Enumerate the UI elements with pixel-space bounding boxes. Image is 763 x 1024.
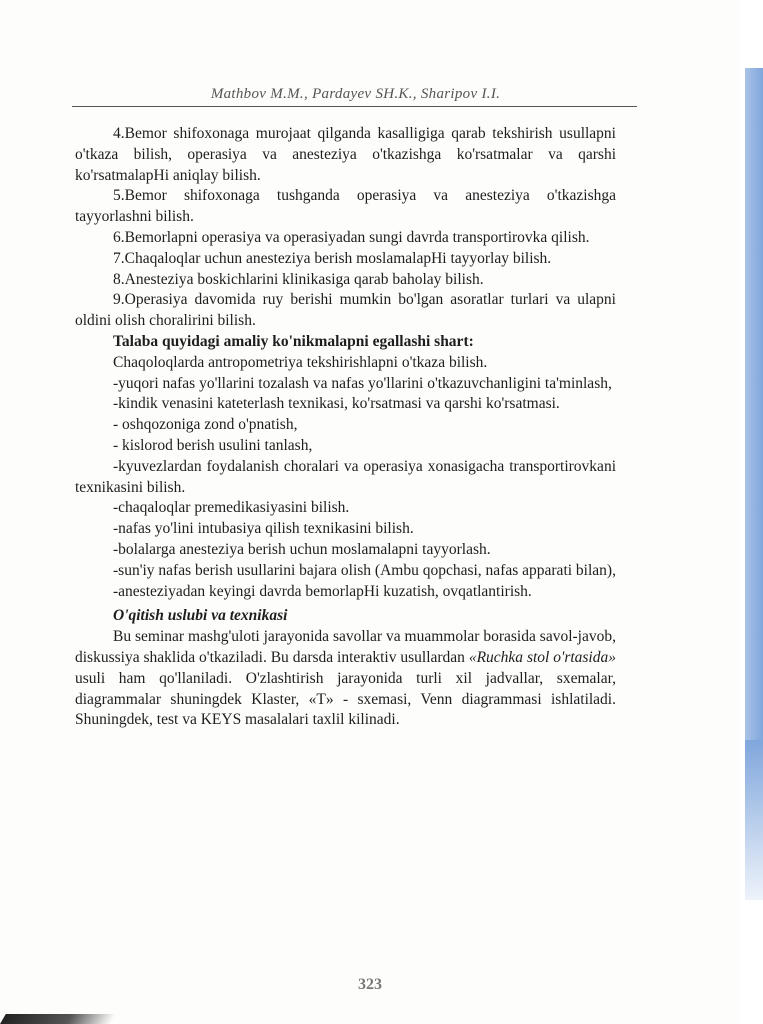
- objective-item: 6.Bemorlapni operasiya va operasiyadan sungi davrda transportirovka qilish.: [113, 228, 590, 246]
- running-header-authors: Mathbov M.M., Pardayev SH.K., Sharipov I.I.: [210, 86, 501, 102]
- method-paragraph: [75, 627, 616, 731]
- objective-item: 9.Operasiya davomida ruy berishi mumkin bo'lgan asoratlar turlari va ulapni oldini olish choralirini bilish.: [75, 291, 616, 330]
- page-corner-shadow: [0, 1014, 116, 1024]
- skill-item: -kindik venasini kateterlash texnikasi, ko'rsatmasi va qarshi ko'rsatmasi.: [113, 395, 560, 413]
- book-edge-strip-fade: [745, 740, 763, 900]
- skill-item: -bolalarga anesteziya berish uchun moslamalapni tayyorlash.: [113, 540, 491, 558]
- skill-item: Chaqoloqlarda antropometriya tekshirishlapni o'tkaza bilish.: [113, 353, 488, 371]
- objective-item: 7.Chaqaloqlar uchun anesteziya berish moslamalapHi tayyorlay bilish.: [113, 249, 552, 267]
- skill-item: - kislorod berish usulini tanlash,: [113, 436, 313, 454]
- method-text-end: usuli ham qo'llaniladi. O'zlashtirish jarayonida turli xil jadvallar, sxemalar, diagrammalar shuningdek Klaster, «T» - sxemasi, Venn diagrammasi ishlatiladi. Shuningdek, test va KEYS masalalari taxlil kilinadi.: [75, 669, 616, 729]
- objective-item: 4.Bemor shifoxonaga murojaat qilganda kasalligiga qarab tekshirish usullapni o'tkaza bilish, operasiya va anesteziya o'tkazishga ko'rsatmalar va qarshi ko'rsatmalapHi aniqlay bilish.: [75, 125, 616, 184]
- method-heading: O'qitish uslubi va texnikasi: [113, 607, 288, 625]
- skills-heading: Talaba quyidagi amaliy ko'nikmalapni egallashi shart:: [113, 332, 474, 350]
- objective-item: 5.Bemor shifoxonaga tushganda operasiya va anesteziya o'tkazishga tayyorlashni bilish.: [75, 187, 616, 226]
- skill-item: - oshqozoniga zond o'pnatish,: [113, 416, 298, 434]
- skill-item: -anesteziyadan keyingi davrda bemorlapHi kuzatish, ovqatlantirish.: [113, 582, 532, 600]
- page-number: 323: [358, 976, 382, 993]
- book-edge-strip: [745, 68, 763, 740]
- objective-item: 8.Anesteziya boskichlarini klinikasiga qarab baholay bilish.: [113, 270, 484, 288]
- skill-item: -nafas yo'lini intubasiya qilish texnikasini bilish.: [113, 520, 414, 538]
- page-body: [75, 124, 616, 731]
- header-divider: [72, 106, 637, 107]
- skill-item: -kyuvezlardan foydalanish choralari va operasiya xonasigacha transportirovkani texnikasini bilish.: [75, 457, 616, 496]
- skill-item: -sun'iy nafas berish usullarini bajara olish (Ambu qopchasi, nafas apparati bilan),: [113, 561, 616, 579]
- method-text-start: Bu seminar mashg'uloti jarayonida savollar va muammolar borasida savol-javob, diskussiya shaklida o'tkaziladi. Bu darsda interaktiv usullardan: [75, 628, 616, 666]
- method-technique-name: «Ruchka stol o'rtasida»: [468, 648, 616, 666]
- skill-item: -chaqaloqlar premedikasiyasini bilish.: [113, 499, 350, 517]
- skill-item: -yuqori nafas yo'llarini tozalash va nafas yo'llarini o'tkazuvchanligini ta'minlash,: [113, 374, 612, 392]
